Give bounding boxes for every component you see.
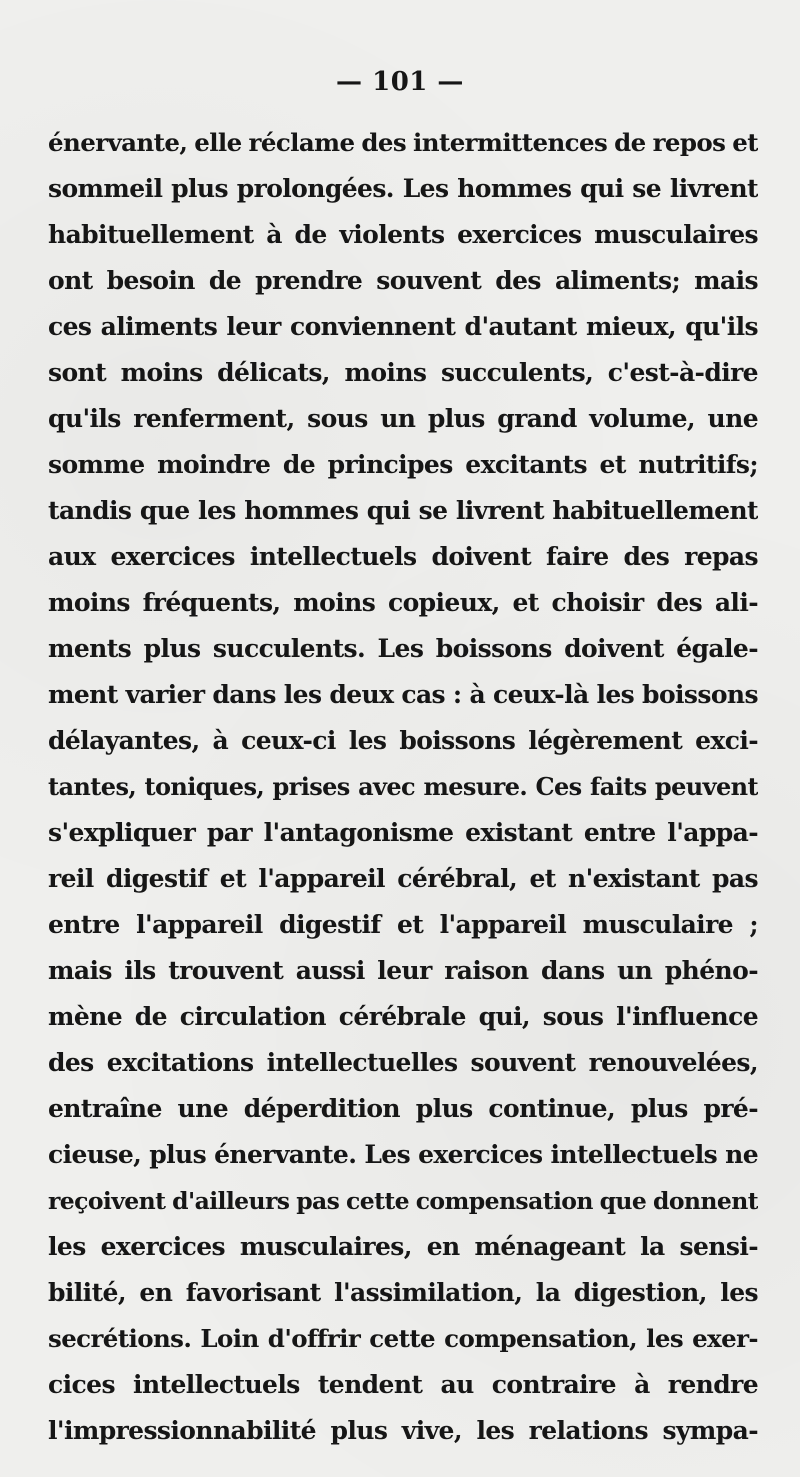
text-line: s'expliquer par l'antagonisme existant entre l'appa- [48, 818, 758, 847]
text-line: tandis que les hommes qui se livrent habituellement [48, 496, 758, 525]
text-line: habituellement à de violents exercices musculaires [48, 220, 758, 249]
text-line: reil digestif et l'appareil cérébral, et n'existant pas [48, 864, 758, 893]
text-line: sommeil plus prolongées. Les hommes qui se livrent [48, 174, 758, 203]
text-line: énervante, elle réclame des intermittences de repos et [48, 128, 758, 157]
text-line: cieuse, plus énervante. Les exercices intellectuels ne [48, 1140, 758, 1169]
text-line: ces aliments leur conviennent d'autant mieux, qu'ils [48, 312, 758, 341]
text-line: ments plus succulents. Les boissons doivent égale- [48, 634, 758, 663]
text-line: bilité, en favorisant l'assimilation, la digestion, les [48, 1278, 758, 1307]
text-line: entre l'appareil digestif et l'appareil musculaire ; [48, 910, 758, 939]
text-line: entraîne une déperdition plus continue, plus pré- [48, 1094, 758, 1123]
text-line: délayantes, à ceux-ci les boissons légèrement exci- [48, 726, 758, 755]
text-line: l'impressionnabilité plus vive, les relations sympa- [48, 1416, 758, 1445]
text-line: mais ils trouvent aussi leur raison dans un phéno- [48, 956, 758, 985]
text-line: aux exercices intellectuels doivent faire des repas [48, 542, 758, 571]
text-line: qu'ils renferment, sous un plus grand volume, une [48, 404, 758, 433]
text-line: mène de circulation cérébrale qui, sous l'influence [48, 1002, 758, 1031]
text-line: cices intellectuels tendent au contraire à rendre [48, 1370, 758, 1399]
text-line: moins fréquents, moins copieux, et choisir des ali- [48, 588, 758, 617]
text-line: tantes, toniques, prises avec mesure. Ces faits peuvent [48, 772, 758, 801]
text-line: des excitations intellectuelles souvent renouvelées, [48, 1048, 758, 1077]
text-line: les exercices musculaires, en ménageant la sensi- [48, 1232, 758, 1261]
text-line: reçoivent d'ailleurs pas cette compensation que donnent [48, 1187, 758, 1215]
body-text [48, 120, 758, 1454]
text-line: sont moins délicats, moins succulents, c'est-à-dire [48, 358, 758, 387]
text-line: somme moindre de principes excitants et nutritifs; [48, 450, 758, 479]
text-line: secrétions. Loin d'offrir cette compensation, les exer- [48, 1324, 758, 1353]
text-line: ment varier dans les deux cas : à ceux-là les boissons [48, 680, 758, 709]
text-line: ont besoin de prendre souvent des aliments; mais [48, 266, 758, 295]
page-number: — 101 — [336, 67, 464, 97]
